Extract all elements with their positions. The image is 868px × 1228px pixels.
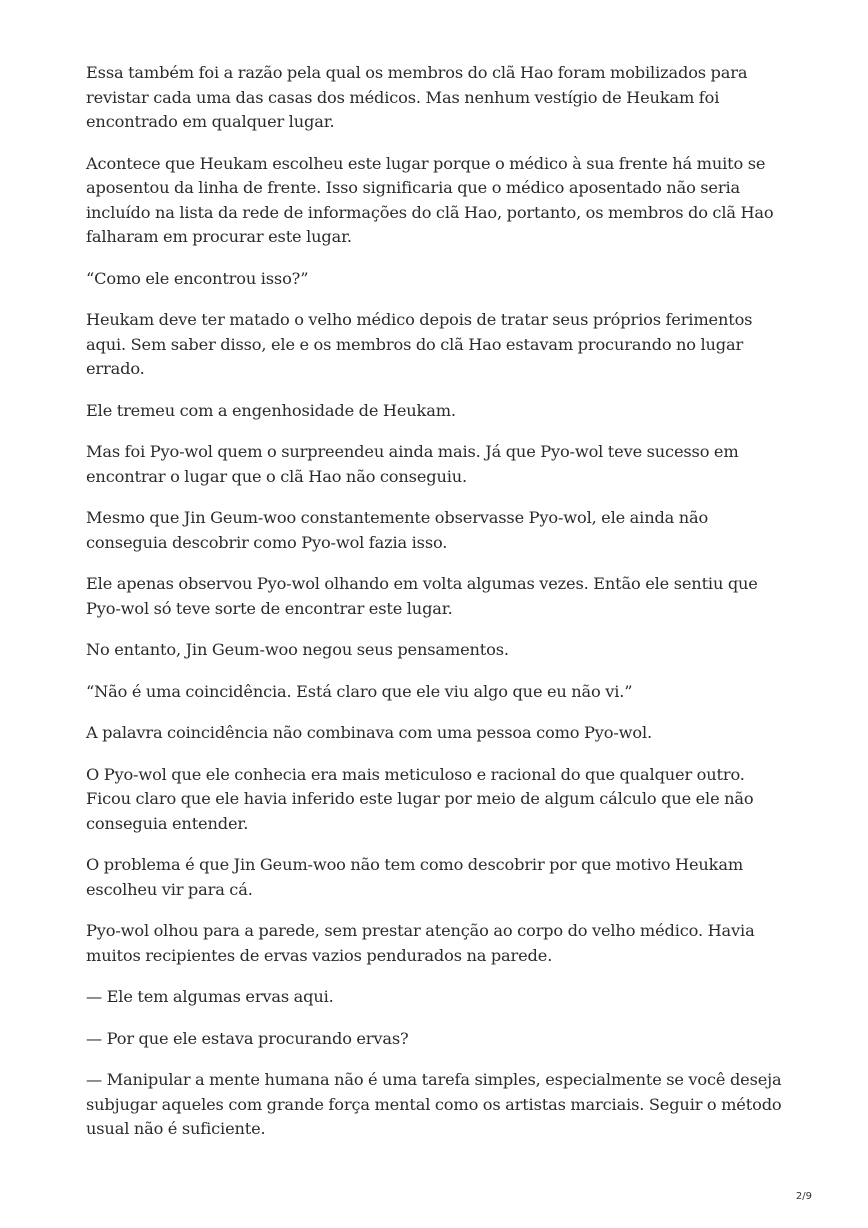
paragraph-11: A palavra coincidência não combinava com uma pessoa como Pyo-wol. <box>86 723 652 742</box>
paragraph-8: Ele apenas observou Pyo-wol olhando em volta algumas vezes. Então ele sentiu que Pyo-wol só teve sorte de encontrar este lugar. <box>86 574 758 618</box>
paragraph-1: Essa também foi a razão pela qual os membros do clã Hao foram mobilizados para revistar cada uma das casas dos médicos. Mas nenhum vestígio de Heukam foi encontrado em qualquer lugar. <box>86 63 748 131</box>
paragraph-10: “Não é uma coincidência. Está claro que ele viu algo que eu não vi.” <box>86 681 633 701</box>
document-body <box>86 61 786 1159</box>
paragraph-9: No entanto, Jin Geum-woo negou seus pensamentos. <box>86 640 509 659</box>
paragraph-7: Mesmo que Jin Geum-woo constantemente observasse Pyo-wol, ele ainda não conseguia descobrir como Pyo-wol fazia isso. <box>86 508 709 552</box>
paragraph-14: Pyo-wol olhou para a parede, sem prestar atenção ao corpo do velho médico. Havia muitos recipientes de ervas vazios pendurados na parede. <box>86 921 755 965</box>
paragraph-17: — Manipular a mente humana não é uma tarefa simples, especialmente se você deseja subjugar aqueles com grande força mental como os artistas marciais. Seguir o método usual não é suficiente. <box>86 1070 782 1138</box>
paragraph-4: Heukam deve ter matado o velho médico depois de tratar seus próprios ferimentos aqui. Sem saber disso, ele e os membros do clã Hao estavam procurando no lugar errado. <box>86 310 753 378</box>
paragraph-3: “Como ele encontrou isso?” <box>86 268 309 288</box>
paragraph-12: O Pyo-wol que ele conhecia era mais meticuloso e racional do que qualquer outro. Ficou claro que ele havia inferido este lugar por meio de algum cálculo que ele não conseguia entender. <box>86 764 754 833</box>
paragraph-2: Acontece que Heukam escolheu este lugar porque o médico à sua frente há muito se aposentou da linha de frente. Isso significaria que o médico aposentado não seria incluído na lista da rede de informações do clã Hao, portanto, os membros do clã Hao falharam em procurar este lugar. <box>86 153 774 246</box>
paragraph-5: Ele tremeu com a engenhosidade de Heukam. <box>86 400 456 420</box>
paragraph-6: Mas foi Pyo-wol quem o surpreendeu ainda mais. Já que Pyo-wol teve sucesso em encontrar o lugar que o clã Hao não conseguiu. <box>86 442 739 486</box>
paragraph-15: — Ele tem algumas ervas aqui. <box>86 987 334 1006</box>
paragraph-16: — Por que ele estava procurando ervas? <box>86 1028 409 1048</box>
page-number: 2/9 <box>795 1191 812 1202</box>
paragraph-13: O problema é que Jin Geum-woo não tem como descobrir por que motivo Heukam escolheu vir para cá. <box>86 855 744 899</box>
